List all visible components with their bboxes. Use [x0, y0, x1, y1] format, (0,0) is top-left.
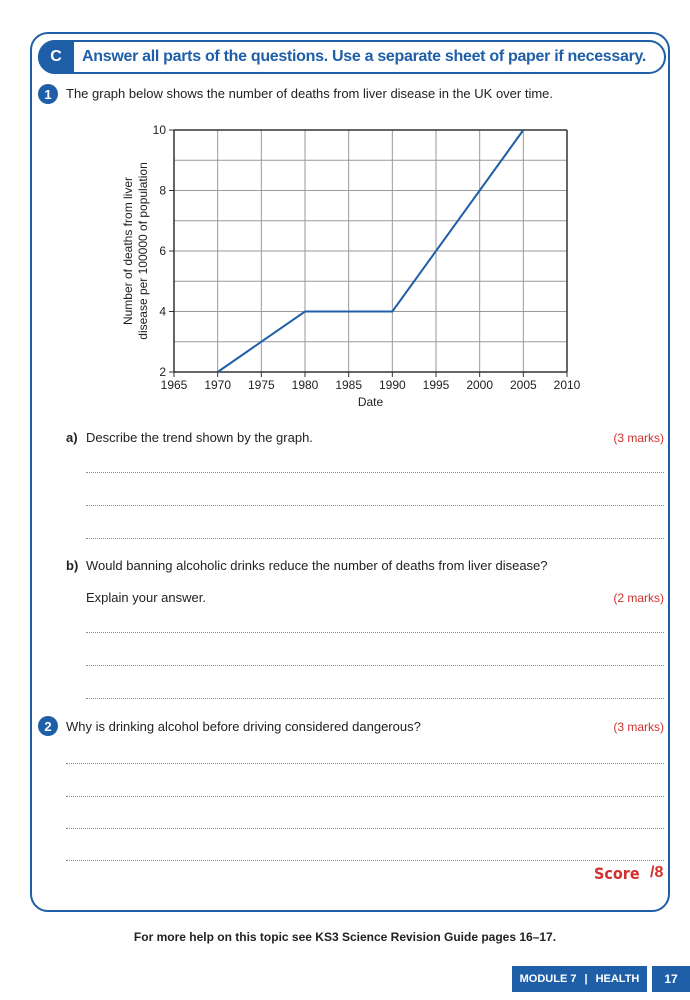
- module-badge: [512, 966, 647, 992]
- answer-line[interactable]: [86, 665, 664, 666]
- module-label: MODULE 7: [519, 973, 577, 985]
- section-letter-badge: C: [38, 40, 74, 74]
- y-tick-label: 10: [152, 123, 166, 137]
- footer-help-text: For more help on this topic see KS3 Science Revision Guide pages 16–17.: [133, 930, 557, 944]
- section-instruction: Answer all parts of the questions. Use a separate sheet of paper if necessary.: [82, 48, 647, 65]
- y-tick-label: 8: [159, 183, 166, 198]
- question-2-marks: (3 marks): [613, 720, 664, 734]
- question-2-number: 2: [38, 716, 58, 736]
- liver-deaths-line-chart: [110, 118, 600, 418]
- x-tick-label: 1990: [378, 378, 406, 392]
- part-b-text: Would banning alcoholic drinks reduce the number of deaths from liver disease?: [86, 558, 548, 573]
- answer-line[interactable]: [66, 796, 664, 797]
- part-b-subtext: Explain your answer.: [86, 590, 206, 605]
- x-axis-label: Date: [357, 395, 384, 409]
- answer-line[interactable]: [66, 828, 664, 829]
- answer-line[interactable]: [66, 860, 664, 861]
- answer-line[interactable]: [86, 472, 664, 473]
- answer-line[interactable]: [86, 538, 664, 539]
- x-tick-label: 2010: [553, 378, 581, 392]
- answer-line[interactable]: [86, 698, 664, 699]
- module-separator: |: [584, 973, 588, 985]
- x-tick-label: 1970: [204, 378, 232, 392]
- part-b-label: b): [66, 558, 79, 573]
- page-number: 17: [652, 966, 690, 992]
- y-axis-label-line-1: Number of deaths from liver: [121, 176, 135, 326]
- y-tick-label: 2: [159, 365, 166, 379]
- part-a-text: Describe the trend shown by the graph.: [86, 430, 313, 445]
- x-tick-label: 1985: [335, 378, 363, 392]
- score-label: Score: [594, 864, 640, 883]
- topic-label: HEALTH: [595, 973, 640, 985]
- question-1-text: The graph below shows the number of deaths from liver disease in the UK over time.: [66, 86, 554, 101]
- x-tick-label: 1980: [291, 378, 319, 392]
- x-tick-label: 1995: [422, 378, 450, 392]
- score-max: /8: [650, 864, 664, 881]
- part-a-label: a): [66, 430, 78, 445]
- part-a-marks: (3 marks): [613, 431, 664, 445]
- y-axis-label-line-2: disease per 100000 of population: [136, 162, 150, 340]
- answer-line[interactable]: [86, 632, 664, 633]
- x-tick-label: 1965: [160, 378, 188, 392]
- answer-line[interactable]: [66, 763, 664, 764]
- y-tick-label: 6: [159, 244, 166, 258]
- question-1-number: 1: [38, 84, 58, 104]
- answer-line[interactable]: [86, 505, 664, 506]
- x-tick-label: 1975: [247, 378, 275, 392]
- part-b-marks: (2 marks): [613, 591, 664, 605]
- y-tick-label: 4: [159, 304, 166, 319]
- x-tick-label: 2005: [509, 378, 537, 392]
- x-tick-label: 2000: [466, 378, 494, 392]
- question-2-text: Why is drinking alcohol before driving considered dangerous?: [66, 719, 421, 734]
